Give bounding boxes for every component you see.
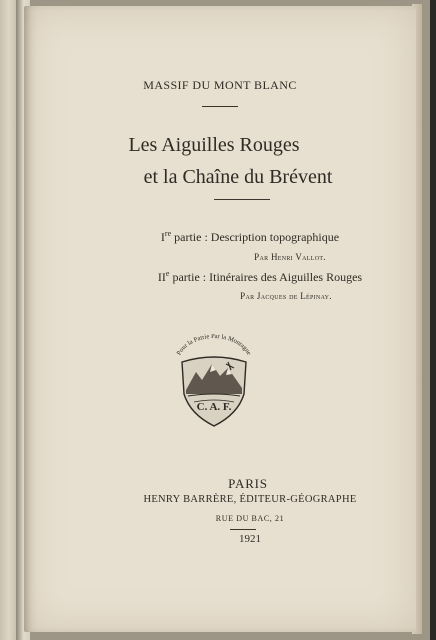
imprint-publisher: HENRY BARRÈRE, ÉDITEUR-GÉOGRAPHE — [143, 494, 357, 505]
divider-rule — [230, 529, 256, 530]
part-one-heading — [54, 230, 436, 245]
part-two-author: Par Jacques de Lépinay. — [240, 291, 332, 301]
caf-shield-emblem-icon — [168, 334, 260, 432]
part-one-author: Par Henri Vallot. — [254, 252, 326, 262]
emblem-motto: Pour la Patrie Par la Montagne — [175, 334, 253, 357]
imprint-address: RUE DU BAC, 21 — [215, 514, 285, 523]
main-title-line1: Les Aiguilles Rouges — [128, 134, 300, 156]
part-two-text: partie : Itinéraires des Aiguilles Rouges — [169, 270, 363, 284]
part-one-text: partie : Description topographique — [171, 230, 340, 244]
main-title-line2: et la Chaîne du Brévent — [143, 166, 333, 188]
divider-rule — [214, 199, 270, 200]
part-two-heading — [64, 270, 436, 285]
part-two-numeral: II — [157, 270, 166, 284]
title-page — [24, 6, 416, 632]
imprint-year: 1921 — [239, 533, 261, 545]
divider-rule — [202, 106, 238, 107]
imprint-city: PARIS — [228, 476, 268, 491]
emblem-initials: C. A. F. — [196, 401, 232, 413]
part-one-suffix: re — [164, 229, 172, 238]
part-two-suffix: e — [165, 269, 170, 278]
series-title: MASSIF DU MONT BLANC — [143, 78, 297, 92]
part-one-numeral: I — [160, 230, 165, 244]
